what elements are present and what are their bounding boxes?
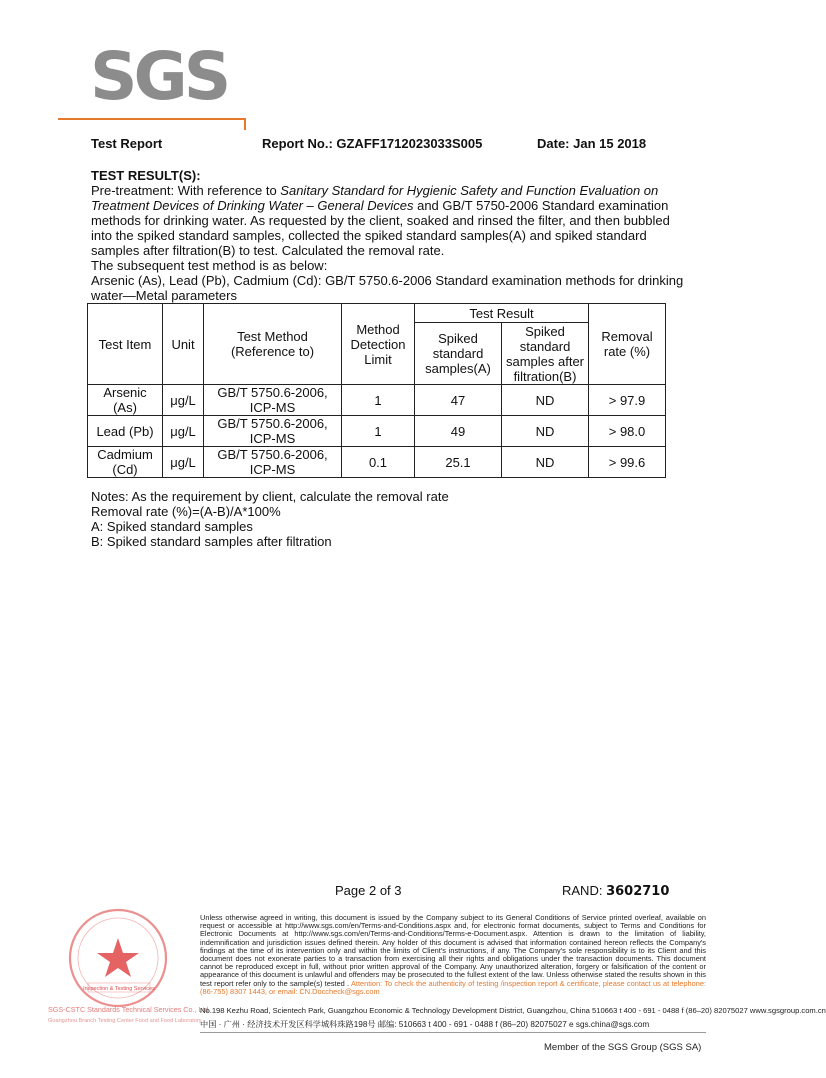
address-chinese: 中国 · 广州 · 经济技术开发区科学城科珠路198号 邮编: 510663 t 400 - 691 - 0488 f (86–20) 82075027 e sgs.china@sgs.com	[200, 1020, 650, 1029]
th-spiked-a: Spiked standard samples(A)	[415, 323, 502, 385]
stamp-line: Guangzhou Branch Testing Center Food and Food Laboratory	[48, 1018, 202, 1024]
table-row	[88, 416, 666, 447]
member-line: Member of the SGS Group (SGS SA)	[544, 1042, 702, 1053]
note-line: Removal rate (%)=(A-B)/A*100%	[91, 504, 281, 519]
cell-mdl: 1	[342, 385, 415, 416]
stamp-line: SGS-CSTC Standards Technical Services Co., Ltd.	[48, 1005, 211, 1014]
th-test-method: Test Method (Reference to)	[204, 304, 342, 385]
cell-a: 25.1	[415, 447, 502, 478]
cell-b: ND	[502, 447, 589, 478]
standard-title: Sanitary Standard for Hygienic Safety and Function Evaluation on Treatment Devices of Drinking Water – General Devices	[91, 183, 659, 213]
company-seal-stamp	[48, 908, 211, 1028]
cell-unit: μg/L	[163, 385, 204, 416]
cell-item: Cadmium (Cd)	[88, 447, 163, 478]
doc-type: Test Report	[91, 136, 163, 151]
th-removal-rate: Removal rate (%)	[589, 304, 666, 385]
notes	[91, 489, 449, 549]
result-section	[91, 168, 691, 303]
cell-b: ND	[502, 416, 589, 447]
authenticity-warning: Attention: To check the authenticity of testing /inspection report & certificate, please contact us at telephone: (86-755) 8307 1443, or email: CN.Doccheck@sgs.com	[200, 978, 706, 996]
cell-method: GB/T 5750.6-2006, ICP-MS	[204, 447, 342, 478]
pretreatment-paragraph	[91, 183, 691, 258]
cell-a: 47	[415, 385, 502, 416]
cell-a: 49	[415, 416, 502, 447]
cell-method: GB/T 5750.6-2006, ICP-MS	[204, 416, 342, 447]
th-spiked-b: Spiked standard samples after filtration(B)	[502, 323, 589, 385]
note-line: B: Spiked standard samples after filtration	[91, 534, 332, 549]
pretreatment-lead: Pre-treatment: With reference to	[91, 183, 281, 198]
cell-b: ND	[502, 385, 589, 416]
report-date: Date: Jan 15 2018	[537, 136, 647, 151]
note-line: Notes: As the requirement by client, calculate the removal rate	[91, 489, 449, 504]
cell-mdl: 0.1	[342, 447, 415, 478]
cell-rate: > 97.9	[589, 385, 666, 416]
rand-code	[562, 883, 669, 899]
th-test-item: Test Item	[88, 304, 163, 385]
footer-divider	[200, 1032, 706, 1033]
subsequent-line: The subsequent test method is as below:	[91, 258, 328, 273]
cell-rate: > 98.0	[589, 416, 666, 447]
cell-unit: μg/L	[163, 416, 204, 447]
sgs-logo: SGS	[90, 38, 228, 115]
cell-item: Lead (Pb)	[88, 416, 163, 447]
results-table	[87, 303, 666, 478]
cell-unit: μg/L	[163, 447, 204, 478]
cell-item: Arsenic (As)	[88, 385, 163, 416]
report-number: Report No.: GZAFF1712023033S005	[262, 136, 483, 151]
logo-tick	[244, 118, 246, 130]
address-english: No.198 Kezhu Road, Scientech Park, Guangzhou Economic & Technology Development District, Guangzhou, China 510663 t 400 - 691 - 0488 f (86–20) 82075027 www.sgsgroup.com.cn	[200, 1006, 826, 1015]
cell-mdl: 1	[342, 416, 415, 447]
cell-method: GB/T 5750.6-2006, ICP-MS	[204, 385, 342, 416]
rand-label: RAND:	[562, 883, 607, 898]
th-test-result: Test Result	[415, 304, 589, 323]
logo-underline	[58, 118, 246, 120]
result-heading: TEST RESULT(S):	[91, 168, 201, 183]
note-line: A: Spiked standard samples	[91, 519, 253, 534]
disclaimer-text: Unless otherwise agreed in writing, this document is issued by the Company subject to its General Conditions of Service printed overleaf, available on request or accessible at http://www.sgs.com/en/Terms-and-Conditions.aspx and, for electronic format documents, subject to Terms and Conditions for Electronic Documents at http://www.sgs.com/en/Terms-and-Conditions/Terms-e-Document.aspx. Attention is drawn to the limitation of liability, indemnification and jurisdiction issues defined therein. Any holder of this document is advised that information contained hereon reflects the Company's findings at the time of its intervention only and within the limits of Client's instructions, if any. The Company's sole responsibility is to its Client and this document does not exonerate parties to a transaction from exercising all their rights and obligations under the transaction documents. This document cannot be reproduced except in full, without prior written approval of the Company. Any unauthorized alteration, forgery or falsification of the content or appearance of this document is unlawful and offenders may be prosecuted to the fullest extent of the law. Unless otherwise stated the results shown in this test report refer only to the sample(s) tested .	[200, 913, 706, 988]
pretreatment-rest: and GB/T 5750-2006 Standard examination methods for drinking water. As requested by the client, soaked and rinsed the filter, and then bubbled into the spiked standard samples, collected the spiked standard samples(A) and spiked standard samples after filtration(B) to test. Calculated the removal rate.	[91, 198, 670, 258]
th-detection-limit: Method Detection Limit	[342, 304, 415, 385]
table-row	[88, 447, 666, 478]
table-row	[88, 385, 666, 416]
cell-rate: > 99.6	[589, 447, 666, 478]
th-unit: Unit	[163, 304, 204, 385]
legal-disclaimer	[200, 914, 706, 996]
method-line: Arsenic (As), Lead (Pb), Cadmium (Cd): GB/T 5750.6-2006 Standard examination methods for drinking water—Metal parameters	[91, 273, 684, 303]
page-number: Page 2 of 3	[335, 883, 402, 898]
rand-value: 3602710	[606, 884, 670, 899]
stamp-center-text: Inspection & Testing Services	[83, 986, 155, 992]
